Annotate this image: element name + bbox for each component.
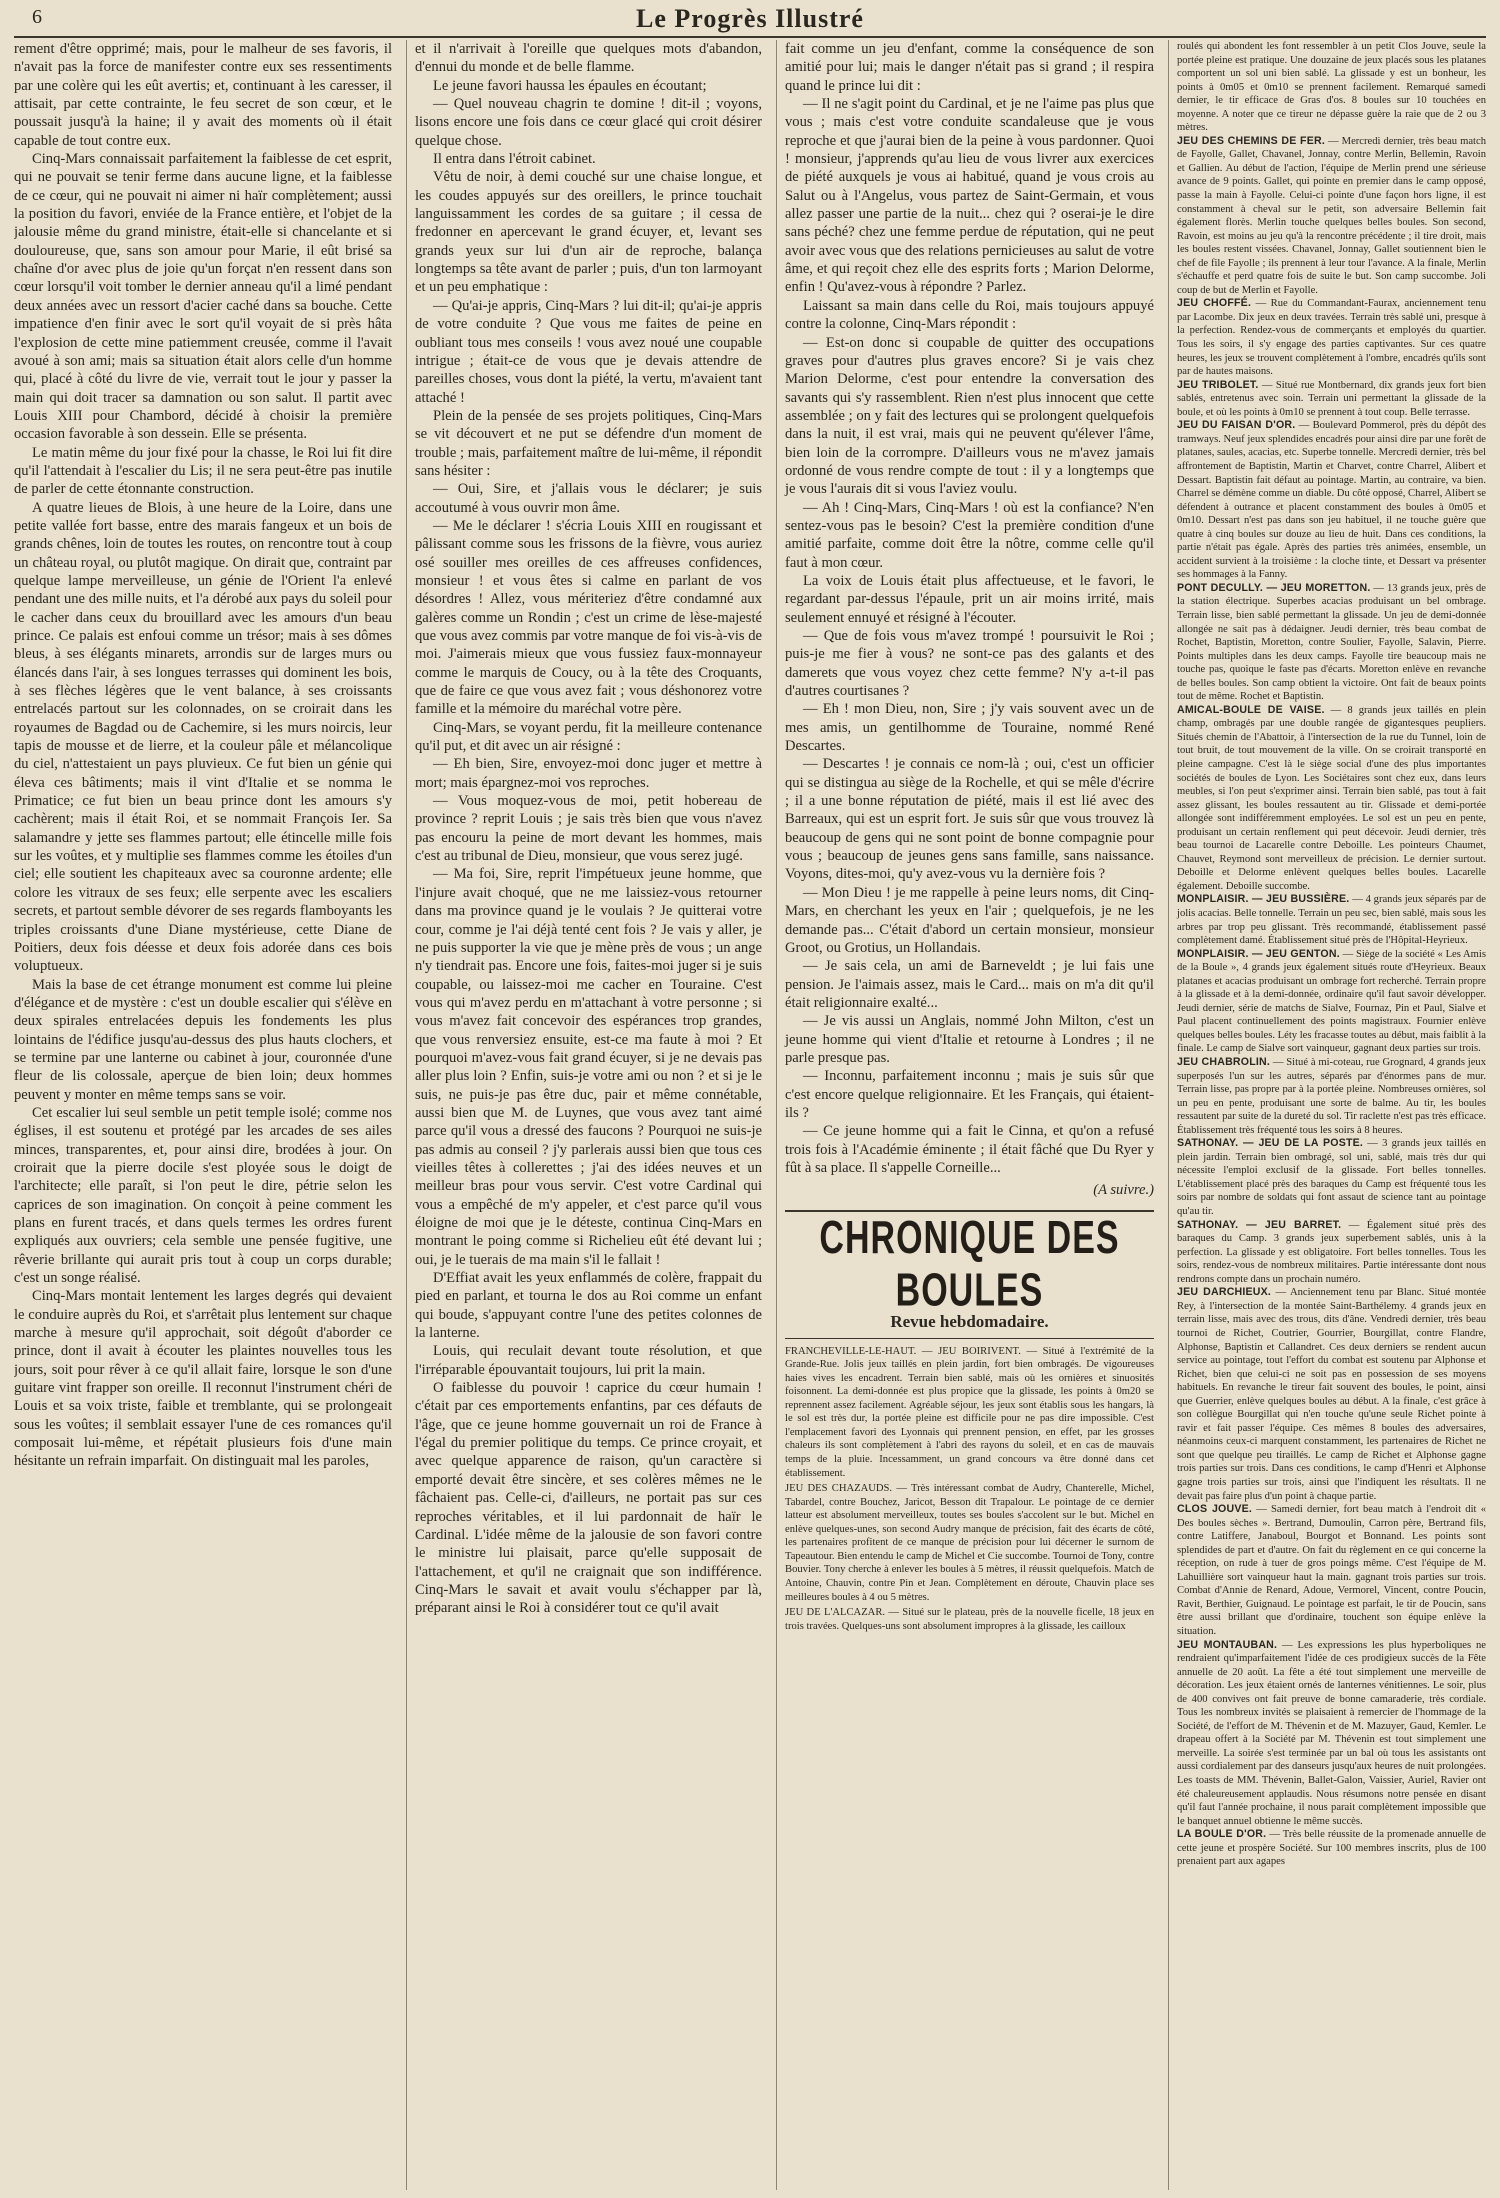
entry-text: — Situé à l'extrémité de la Grande-Rue. Jolis jeux taillés en plein jardin, fort bien ombragés. De vigoureuses haies vives les encadrent. Terrain bien sablé, mais où les ornières et sinuosités foisonnent. La demi-donnée est plus propice que la glissade, les points à 0m20 se reprennent assez facilement. Agréable séjour, les jeux sont établis sous les hangars, là le sol est très dur, la portée pleine est difficile pour ne pas dire impossible. C'est l'emplacement favori des Lyonnais qui prennent pension, en effet, par les grosses chaleurs ils sont complètement à l'abri des rayons du soleil, et en cas de mauvais temps de la pluie. Incessamment, un grand concours va être donné dans cet établissement. xyxy=(785,1345,1154,1479)
entry-text: — Siège de la société « Les Amis de la Boule », 4 grands jeux également situés route d'Heyrieux. Beaux platanes et acacias produisant un ombrage fort recherché. Terrain propre à la glissade et à la demi-donnée, ordinaire qu'il faut savoir développer. Jeudi dernier, série de matchs de Sialve, Fournaz, Pin et Paul, Sialve et Paul placent continuellement des points magistraux. Fournier enlève quelques belles boules. Léty les fracasse toutes au début, mais faiblit à la finale. Le camp de Sialve sort vainqueur, gagnant deux parties sur trois. xyxy=(1177,948,1486,1055)
paragraph: A quatre lieues de Blois, à une heure de la Loire, dans une petite vallée fort basse, entre des marais fangeux et un bois de grands chênes, loin de toutes les routes, on rencontre tout à coup un château royal, ou plutôt magique. On dirait que, contraint par quelque lampe merveilleuse, un génie de l'Orient l'a enlevé pendant une des mille nuits, et l'a dérobé aux pays du soleil pour le cacher dans ceux du brouillard avec les amours d'un beau prince. Ce palais est enfoui comme un trésor; mais à ses dômes bleus, à ses élégants minarets, arrondis sur de larges murs ou élancés dans l'air, à ses longues terrasses qui dominent les bois, à ses flèches légères que le vent balance, à ses croissants entrelacés partout sur les colonnades, on se croirait dans les royaumes de Bagdad ou de Cachemire, si les murs noircis, leur tapis de mousse et de lierre, et la couleur pâle et mélancolique du ciel, n'attestaient un pays pluvieux. Ce fut bien un génie qui éleva ces bâtiments; mais il vint d'Italie et se nomma le Primatice; ce fut bien un beau prince dont les amours s'y cachèrent; mais il était Roi, et se nommait François Ier. Sa salamandre y jette ses flammes partout; elle étincelle mille fois sur les voûtes, et y multiplie ses flammes comme les étoiles d'un ciel; elle soutient les chapiteaux avec sa couronne ardente; elle colore les vitraux de ses feux; elle serpente avec les escaliers secrets, et partout semble dévorer de ses regards flamboyants les triples croissants d'une Diane mystérieuse, cette Diane de Poitiers, deux fois déesse et deux fois adorée dans ces bois voluptueux. xyxy=(14,499,392,975)
entry-heading: CLOS JOUVE. xyxy=(1177,1503,1252,1516)
paragraph: — Je sais cela, un ami de Barneveldt ; je lui fais une pension. Je l'aimais assez, mais le Card... mais on m'a dit qu'il était religionnaire exalté... xyxy=(785,958,1154,1011)
column-3 xyxy=(776,40,1160,2190)
paragraph: Vêtu de noir, à demi couché sur une chaise longue, et les coudes appuyés sur des oreillers, le prince touchait languissamment les cordes de sa guitare ; il cessa de fredonner en apercevant le grand écuyer, et, levant ses grands yeux sur lui d'un air de reproche, balança longtemps sa tête avant de parler ; puis, d'un ton larmoyant et un peu emphatique : xyxy=(415,169,762,296)
chronicle-entry xyxy=(785,1345,1154,1480)
entry-heading: JEU DU FAISAN D'OR. xyxy=(1177,419,1296,432)
entry-heading: JEU DE L'ALCAZAR. xyxy=(785,1607,886,1619)
entry-text: — Très belle réussite de la promenade annuelle de cette jeune et prospère Société. Sur 100 membres inscrits, plus de 100 prenaient part aux agapes xyxy=(1177,1829,1486,1868)
paragraph: — Descartes ! je connais ce nom-là ; oui, c'est un officier qui se distingua au siège de la Rochelle, et qui se mêle d'écrire ; il a une bonne réputation de piété, mais il est lié avec des Barreaux, qui est un esprit fort. Je suis sûr que vous trouvez là beaucoup de gens qui ne sont point de bonne compagnie pour vous ; beaucoup de jeunes gens sans famille, sans naissance. Voyons, dites-moi, qu'y avez-vous vu la dernière fois ? xyxy=(785,756,1154,883)
chronicle-entry xyxy=(1177,1639,1486,1829)
masthead xyxy=(14,0,1486,38)
entry-text: — 4 grands jeux séparés par de jolis acacias. Belle tonnelle. Terrain un peu sec, bien sablé, mais sous les arbres par trop peu glissant. Très recommandé, établissement passé complètement damé. Établissement situé près de l'Hôpital-Heyrieux. xyxy=(1177,894,1486,947)
divider xyxy=(785,1338,1154,1339)
paragraph: Cet escalier lui seul semble un petit temple isolé; comme nos églises, il est soutenu et protégé par les arcades de ses ailes minces, transparentes, et, pour ainsi dire, brodées à jour. On croirait que la pierre docile s'est ployée sous le doigt de l'architecte; elle paraît, si l'on peut le dire, pétrie selon les caprices de son imagination. On conçoit à peine comment les plans en furent tracés, et dans quels termes les ordres furent expliqués aux ouvriers; cela semble une pensée fugitive, une rêverie brillante qui aurait pris tout à coup un corps durable; c'est un songe réalisé. xyxy=(14,1104,392,1287)
paragraph: Cinq-Mars, se voyant perdu, fit la meilleure contenance qu'il put, et dit avec un air résigné : xyxy=(415,719,762,755)
entry-text: — Également situé près des baraques du Camp. 3 grands jeux superbement sablés, unis à la perfection. La glissade y est obligatoire. Fort belles tonnelles. Tous les soirs, rendez-vous de nombreux militaires. Partie intéressante dont nous rendrons compte dans un prochain numéro. xyxy=(1177,1219,1486,1285)
paragraph: Le matin même du jour fixé pour la chasse, le Roi lui fit dire qu'il l'attendait à l'escalier du Lis; il ne sera peut-être pas inutile de parler de cette étonnante construction. xyxy=(14,444,392,498)
entry-text: — Samedi dernier, fort beau match à l'endroit dit « Des boules sèches ». Bertrand, Dumoulin, Carron père, Bertrand fils, contre Latiffere, Janaboul, Bourgot et Bonnand. Les points sont splendides de part et d'autre. On fait du règlement en ce qui concerne la réception, on rude à tuer de gros poings même. C'est l'équipe de M. Lahuillière sort vainqueur haut la main. gagnant trois parties sur trois. Combat d'Annie de Renard, Adoue, Vermorel, Vincent, contre Poucin, Ravit, Berthier, Guignaud. Le pointage est parfait, le tir de Poucin, sans être aussi brillant que d'ordinaire, touchent son équipe enlève la situation. xyxy=(1177,1504,1486,1637)
paragraph: D'Effiat avait les yeux enflammés de colère, frappait du pied en parlant, et tourna le dos au Roi comme un enfant qui boude, s'appuyant contre l'une des petites colonnes de la lanterne. xyxy=(415,1270,762,1342)
entry-text: — Situé à mi-coteau, rue Grognard, 4 grands jeux superposés l'un sur les autres, séparés par d'énormes pans de mur. Terrain lisse, pas propre par à la portée pleine. Nombreuses ornières, sol un peu en pente, produisant une sorte de balme. Au tir, les boules ressautent par suite de la dureté du sol. Tir raclette n'est pas très efficace. Établissement très fréquenté tous les soirs à 8 heures. xyxy=(1177,1057,1486,1136)
entry-heading: JEU DARCHIEUX. xyxy=(1177,1286,1272,1299)
entry-heading: LA BOULE D'OR. xyxy=(1177,1828,1267,1841)
chronicle-entry xyxy=(1177,419,1486,582)
paragraph: — Eh bien, Sire, envoyez-moi donc juger et mettre à mort; mais épargnez-moi vos reproches. xyxy=(415,756,762,791)
chronicle-entry xyxy=(1177,1219,1486,1287)
chronicle-entry xyxy=(1177,379,1486,420)
page-number: 6 xyxy=(32,6,42,28)
chronicle-entry xyxy=(1177,948,1486,1056)
entry-heading: JEU MONTAUBAN. xyxy=(1177,1638,1278,1651)
paragraph: Louis, qui reculait devant toute résolution, et que l'irréparable épouvantait toujours, lui prit la main. xyxy=(415,1343,762,1378)
chronicle-entry xyxy=(1177,135,1486,298)
entry-heading: JEU TRIBOLET. xyxy=(1177,378,1259,391)
paragraph: — Je vis aussi un Anglais, nommé John Milton, c'est un jeune homme qui vient d'Italie et retourne à Londres ; il ne parle presque pas. xyxy=(785,1013,1154,1066)
entry-text: — Mercredi dernier, très beau match de Fayolle, Gallet, Chavanel, Jonnay, contre Merlin, Bellemin, Ravoin et Gallien. Au début de l'action, l'équipe de Merlin prend une sérieuse avance de 9 points. Gallet, qui pointe en premier dans le camp opposé, passe la main à Fayolle. Celui-ci pointe d'une façon hors ligne, il est constamment à cheval sur le petit, son adversaire Bellemin fait également florès. Merlin touche quelques belles boules. Son second, Ravoin, est moins au jeu qu'à la rencontre précédente ; il tire droit, mais les boules restent vissées. Chavanel, Jonnay, Gallet soutiennent bien le chef de file Fayolle ; ils prennent à leur tour l'avance. A la finale, Merlin s'échauffe et perd quatre fois de suite le but. Son camp succombe. Joli coup de but de Merlin et Fayolle. xyxy=(1177,135,1486,296)
entry-text: — 13 grands jeux, près de la station électrique. Superbes acacias produisant un bel ombrage. Terrain lisse, bien sablé permettant la glissade. Un jeu de demi-donnée allongée ne sait pas à dédaigner. Jeudi dernier, très beau combat de Rochet, Baptistin, Moretton, contre Soulier, Fayolle, Salavin, Pierre. Points multiples dans les deux camps. Fayolle tire beaucoup mais ne touche pas, quoique le faste pas d'écarts. Moretton enlève en revanche de belles boules. Son camp obtient la victoire. Ont fait de beaux points tout de même. Rochet et Baptistin. xyxy=(1177,582,1486,703)
paragraph: — Vous moquez-vous de moi, petit hobereau de province ? reprit Louis ; je sais très bien que vous n'avez pas encouru la peine de mort devant les hommes, mais c'est au tribunal de Dieu, monsieur, que vous serez jugé. xyxy=(415,793,762,865)
paragraph: — Qu'ai-je appris, Cinq-Mars ? lui dit-il; qu'ai-je appris de votre conduite ? Que vous me faites de peine en oubliant tous mes conseils ! vous avez noué une coupable intrigue ; était-ce de vous que je devais attendre de pareilles choses, vous dont la piété, la vertu, m'avaient tant attaché ! xyxy=(415,297,762,406)
chronicle-entries-col3 xyxy=(785,1345,1154,1633)
chronicle-entry xyxy=(1177,1137,1486,1218)
entry-text: roulés qui abondent les font ressembler à un petit Clos Jouve, seule la portée pleine est pratique. Une douzaine de jeux placés sous les platanes comportent un sol uni bien sablé. La glissade y est un bonheur, les points à 0m05 et 0m10 se prennent facilement. Remarqué samedi dernier, le tir efficace de Gras d'os. 8 boules sur 10 touchées en moyenne. A noter que ce tireur ne dépasse guère la raie que de 2 ou 3 mètres. xyxy=(1177,41,1486,134)
entry-text: — Très intéressant combat de Audry, Chanterelle, Michel, Tabardel, contre Bouchez, Jaricot, Besson dit Trapalour. Le pointage de ce dernier latteur est absolument merveilleux, toutes ses boules s'accolent sur le but. Michel en enlève quelques-unes, son second Audry manque de précision, fait des écarts de côté, les partenaires profitent de ce manque de précision pour lui décerner le surnom de Tapeautour. Bien entendu le camp de Michel et Cie succombe. Tournoi de Tony, contre Bouvier. Tony cherche à enlever les boules à 5 mètres, il réussit quelquefois. Match de Antoine, Chauvin, contre Pin et Jean. Complètement en déroute, Chauvin place ses meilleures boules à 4 ou 5 mètres. xyxy=(785,1483,1154,1603)
paragraph: et il n'arrivait à l'oreille que quelques mots d'abandon, d'ennui du monde et de belle flamme. xyxy=(415,41,762,76)
paragraph: — Quel nouveau chagrin te domine ! dit-il ; voyons, lisons encore une fois dans ce cœur glacé qui croit désirer quelque chose. xyxy=(415,96,762,149)
newspaper-title: Le Progrès Illustré xyxy=(636,4,864,33)
entry-heading: AMICAL-BOULE DE VAISE. xyxy=(1177,703,1325,716)
entry-text: — Situé sur le plateau, près de la nouvelle ficelle, 18 jeux en trois travées. Quelques-uns sont absolument impropres à la glissade, les cailloux xyxy=(785,1607,1155,1632)
paragraph: O faiblesse du pouvoir ! caprice du cœur humain ! c'était par ces emportements enfantins, par ces défauts de l'âge, que ce jeune homme gouvernait un roi de France à l'égal du premier politique du temps. Ce prince croyait, et avec quelque apparence de raison, qu'un caractère si emporté devait être sincère, et ses colères mêmes ne le fâchaient pas. Celle-ci, d'ailleurs, ne portait pas sur ces reproches véritables, et il lui pardonnait de haïr le Cardinal. L'idée même de la jalousie de son favori contre le ministre lui plaisait, parce qu'elle supposait de l'attachement, et qu'il ne craignait que son indifférence. Cinq-Mars le savait et avait voulu s'échapper par là, préparant ainsi le Roi à considérer tout ce qu'il avait xyxy=(415,1380,762,1617)
chronicle-entry xyxy=(1177,1286,1486,1503)
paragraph: rement d'être opprimé; mais, pour le malheur de ses favoris, il n'avait pas la force de manifester contre eux ses ressentiments par une colère qui les eût avertis; et, continuant à les caresser, il attisait, par cette contrainte, le feu secret de son cœur, et le poussait jusqu'à la haine; il y avait des moments où il était capable de tout contre eux. xyxy=(14,41,392,149)
article-columns xyxy=(14,40,1486,2190)
chronicle-entry xyxy=(1177,1503,1486,1638)
chronicle-entry xyxy=(1177,40,1486,135)
chronicle-title: CHRONIQUE DES BOULES xyxy=(819,1212,1120,1316)
entry-heading: MONPLAISIR. — JEU GENTON. xyxy=(1177,947,1340,960)
paragraph: — Ce jeune homme qui a fait le Cinna, et qu'on a refusé trois fois à l'Académie éminente ; il était fâché que Du Ryer y fût à sa place. Il s'appelle Corneille... xyxy=(785,1123,1154,1176)
chronicle-entry xyxy=(1177,297,1486,378)
paragraph: — Mon Dieu ! je me rappelle à peine leurs noms, dit Cinq-Mars, en cherchant les yeux en l'air ; quelquefois, je ne les demande pas... C'était d'abord un certain monsieur, monsieur Groot, ou Grotius, un Hollandais. xyxy=(785,884,1154,956)
column-2 xyxy=(406,40,768,2190)
paragraph: Il entra dans l'étroit cabinet. xyxy=(433,151,596,168)
entry-text: — Anciennement tenu par Blanc. Situé montée Rey, à l'intersection de la montée Saint-Barthélemy. 4 grands jeux en terrain lisse, mais avec des trous, dits d'âne. Vendredi dernier, très beau tournoi de Richet, Coutrier, Gourrier, Bourgillat, contre Flandre, Alphonse, Baptistin et Callandret. Ces deux derniers se rendent aucun service au pointage, tout l'effort du combat est soutenu par Alphonse et Richet, bien que celui-ci ne soit pas en possession de ses moyens habituels. En revanche le tireur fait souvent des boules, le point, ainsi que Guerrier, enlève quelques boules au début. A la finale, c'est grâce à son collègue Bourgillat qui n'en touche qu'une seule Richet pointe à ravir et fait passer l'équipe. Ces mêmes 8 boules des adversaires, néanmoins ceux-ci marquent constamment, les partenaires de Richet ne sont que quelque peu tiraillés. Le camp de Richet et Alphonse gagne trois parties sur trois. Dans ces conditions, le camp d'Henri et Alphonse gagne trois parties sur trois, ainsi que l'indiquent les résultats. Il ne devait pas faire plus d'un point à chaque partie. xyxy=(1177,1287,1486,1502)
paragraph: — Eh ! mon Dieu, non, Sire ; j'y vais souvent avec un de mes amis, un gentilhomme de Touraine, nommé René Descartes. xyxy=(785,701,1154,755)
chronicle-entry xyxy=(785,1482,1154,1604)
paragraph: fait comme un jeu d'enfant, comme la conséquence de son amitié pour lui; mais le danger n'était pas si grand ; il respira quand le prince lui dit : xyxy=(785,41,1154,94)
paragraph: — Oui, Sire, et j'allais vous le déclarer; je suis accoutumé à vous ouvrir mon âme. xyxy=(415,481,762,516)
entry-heading: FRANCHEVILLE-LE-HAUT. — JEU BOIRIVENT. xyxy=(785,1345,1021,1357)
chronicle-subtitle: Revue hebdomadaire. xyxy=(890,1311,1049,1331)
entry-heading: JEU CHOFFÉ. xyxy=(1177,297,1252,310)
entry-heading: JEU DES CHEMINS DE FER. xyxy=(1177,134,1325,147)
column-1 xyxy=(14,40,398,2190)
paragraph: Laissant sa main dans celle du Roi, mais toujours appuyé contre la colonne, Cinq-Mars répondit : xyxy=(785,297,1154,333)
paragraph: — Il ne s'agit point du Cardinal, et je ne l'aime pas plus que vous ; mais c'est votre conduite scandaleuse que je vous reproche et que j'aurai bien de la peine à vous pardonner. Quoi ! monsieur, j'apprends qu'au lieu de vous livrer aux exercices de piété auxquels je vous ai habitué, quand je vous crois au Salut ou à l'Angelus, vous partez de Saint-Germain, et vous allez passer une partie de la nuit... chez qui ? oserai-je le dire sans péché? chez une femme perdue de réputation, qui ne peut avoir avec vous que des relations pernicieuses au salut de votre âme, et qui reçoit chez elle des esprits forts ; Marion Delorme, enfin ! Qu'avez-vous à répondre ? Parlez. xyxy=(785,96,1154,296)
entry-heading: SATHONAY. — JEU DE LA POSTE. xyxy=(1177,1137,1364,1150)
paragraph: Cinq-Mars montait lentement les larges degrés qui devaient le conduire auprès du Roi, et s'arrêtait plus lentement sur chaque marche à mesure qu'il approchait, soit dégoût d'aborder ce prince, dont il avait à écouter les plaintes nouvelles tous les jours, soit pour rêver à ce qu'il allait faire, lorsque le son d'une guitare vint frapper son oreille. Il reconnut l'instrument chéri de Louis et sa voix triste, faible et tremblante, qui se prolongeait sous les voûtes; il semblait essayer l'une de ces romances qu'il composait lui-même, et répétait plusieurs fois d'une main hésitante un refrain imparfait. On distinguait mal les paroles, xyxy=(14,1288,392,1470)
entry-text: — Situé rue Montbernard, dix grands jeux fort bien sablés, entretenus avec soin. Terrain uni permettant la glissade de la boule, et où les points à 0m10 se prennent à tout coup. Belle terrasse. xyxy=(1177,379,1486,418)
paragraph: Cinq-Mars connaissait parfaitement la faiblesse de cet esprit, qui ne pouvait se tenir ferme dans aucune ligne, et la faiblesse de ce cœur, qui ne pouvait ni aimer ni haïr complètement; aussi la position du favori, enviée de la France entière, et l'objet de la jalousie même du grand ministre, était-elle si chancelante et si douloureuse, que, sans son amour pour Marie, il eût brisé sa chaîne d'or avec plus de joie qu'un forçat n'en ressent dans son cœur lorsqu'il voit tomber le dernier anneau qu'il a limé pendant deux années avec un ressort d'acier caché dans sa bouche. Cette impatience d'en finir avec le sort qu'il voyait de si près hâta l'explosion de cette mine patiemment creusée, comme il l'avait avoué à son ami; mais sa situation était alors celle d'un homme qui, placé à côté du livre de vie, verrait tout le jour y passer la main qui doit tracer sa damnation ou son salut. Il partit avec Louis XIII pour Chambord, décidé à choisir la première occasion favorable à son dessein. Elle se présenta. xyxy=(14,151,392,443)
novel-text-end xyxy=(785,40,1154,1177)
paragraph: — Ma foi, Sire, reprit l'impétueux jeune homme, que l'injure avait choqué, que ne me laissiez-vous retourner dans ma province quand je le voulais ? Je quitterai votre cour, comme je l'ai déjà tenté cent fois ? Je vais y aller, je ne puis supporter la vie que je mène près de vous ; un ange n'y tiendrait pas. Encore une fois, faites-moi juger si je suis coupable, ou laissez-moi me cacher en Touraine. C'est vous qui m'avez perdu en m'attachant à votre personne ; si vous m'avez fait concevoir des espérances trop grandes, que vous renversiez ensuite, est-ce ma faute à moi ? Et pourquoi m'avez-vous fait grand écuyer, si je ne devais pas aller plus loin ? Enfin, suis-je votre ami ou non ? et si je le suis, ne puis-je pas être duc, pair et même connétable, aussi bien que M. de Luynes, que vous avez tant aimé parce qu'il vous a dressé des faucons ? Pourquoi ne suis-je pas admis au conseil ? j'y parlerais aussi bien que tous ces vieilles têtes à collerettes ; j'ai des idées neuves et un meilleur bras pour vous servir. C'est votre Cardinal qui vous a empêché de m'y appeler, et c'est parce qu'il vous éloigne de moi que je le déteste, continua Cinq-Mars en montrant le poing comme si Richelieu eût été devant lui ; oui, je le tuerais de ma main s'il le fallait ! xyxy=(415,866,762,1268)
paragraph: Mais la base de cet étrange monument est comme lui pleine d'élégance et de mystère : c'est un double escalier qui s'élève en deux spirales entrelacées depuis les fondements les plus lointains de l'édifice jusqu'au-dessus des plus hauts clochers, et se termine par une lanterne ou cabinet à jour, couronnée d'une fleur de lis colossale, aperçue de bien loin; deux hommes peuvent y monter en même temps sans se voir. xyxy=(14,976,392,1103)
chronicle-entry xyxy=(1177,1056,1486,1137)
entry-heading: JEU DES CHAZAUDS. xyxy=(785,1483,893,1495)
paragraph: Le jeune favori haussa les épaules en écoutant; xyxy=(433,77,707,94)
entry-heading: SATHONAY. — JEU BARRET. xyxy=(1177,1218,1342,1231)
column-4 xyxy=(1168,40,1486,2190)
to-be-continued: (A suivre.) xyxy=(1093,1182,1154,1199)
chronicle-entry xyxy=(1177,893,1486,947)
entry-text: — 8 grands jeux taillés en plein champ, ombragés par une double rangée de gigantesques peupliers. Situés chemin de l'Abattoir, à l'intersection de la rue du Tunnel, loin de tout bruit, de tout mouvement de la ville. On se croirait transporté en pleine campagne. C'est là le siège social d'une des plus importantes sociétés de boules de Lyon. Les Sociétaires sont chez eux, dans leurs meubles, si l'on peut s'exprimer ainsi. Terrain bien sablé, pas tout à fait assez glissant, les boules ressautent au tir. Glissade et demi-portée allongée sont indifféremment employées. Le sol est un peu en pente, produisant un certain renflement qui peut décevoir. Jeudi dernier, très beau tournoi de Lacarelle contre Deboille. Les pointeurs Chaumet, Chauvet, Reymond sont merveilleux de précision. Le dernier surtout. Deboille et Delorme enlèvent quelques belles boules. Lacarelle également. Deboille succombe. xyxy=(1177,704,1486,892)
entry-text: — 3 grands jeux taillés en plein jardin. Terrain bien ombragé, sol uni, sablé, mais très dur qui nécessite l'emploi exclusif de la glissade. Fort belles tonnelles. L'établissement placé près des baraques du Camp est fréquenté tous les soirs par nombre de soldats qui font assaut de science tant au pointage qu'au tir. xyxy=(1177,1138,1486,1218)
chronicle-entry xyxy=(1177,1828,1486,1869)
entry-heading: JEU CHABROLIN. xyxy=(1177,1056,1271,1069)
paragraph: — Est-on donc si coupable de quitter des occupations graves pour d'autres plus graves encore? Si je vais chez Marion Delorme, c'est pour entendre la conversation des savants qui s'y rassemblent. Rien n'est plus innocent que cette assemblée ; on y fait des lectures qui se prolongent quelquefois dans la nuit, il est vrai, mais qui ne peuvent qu'élever l'âme, bien loin de la corrompre. D'ailleurs vous ne m'avez jamais ordonné de vous rendre compte de tout : il y a longtemps que je vous l'aurais dit si vous l'aviez voulu. xyxy=(785,334,1154,498)
paragraph: — Que de fois vous m'avez trompé ! poursuivit le Roi ; puis-je me fier à vous? ne sont-ce pas des galants et des damerets que vous voyez chez cette femme? N'y a-t-il pas d'autres courtisanes ? xyxy=(785,628,1154,700)
paragraph: — Ah ! Cinq-Mars, Cinq-Mars ! où est la confiance? N'en sentez-vous pas le besoin? C'est la première condition d'une amitié parfaite, comme doit être la nôtre, comme celle qu'il faut à mon cœur. xyxy=(785,499,1154,571)
chronicle-entry xyxy=(785,1606,1154,1633)
chronicle-entry xyxy=(1177,582,1486,704)
entry-heading: MONPLAISIR. — JEU BUSSIÈRE. xyxy=(1177,893,1350,906)
entry-heading: PONT DECULLY. — JEU MORETTON. xyxy=(1177,581,1371,594)
entry-text: — Les expressions les plus hyperboliques ne rendraient qu'imparfaitement l'idée de ces prodigieux succès de la Fête annuelle de 20 août. La fête a été tout simplement une merveille de décoration. Les jeux étaient ornés de lanternes vénitiennes. Le soir, plus de 400 convives ont fait preuve de bonne camaraderie, très cordiale. Tous les nombreux invités se plaisaient à remercier de l'hommage de la Société, de l'effort de M. Thévenin et de M. Mazuyer, Gaud, Kemler. Le drapeau offert à la Société par M. Thévenin est tout simplement une merveille. La soirée s'est terminée par un bal où tous les assistants ont aussi cordialement par des danseurs jusqu'aux heures de nuit prolongées. Les toasts de MM. Thévenin, Ballet-Galon, Vaissier, Auriel, Ravier ont été chaleureusement applaudis. Nous résumons notre pensée en disant qu'il faut l'année prochaine, il nous parait complètement impossible que le banquet annuel obtienne le même succès. xyxy=(1177,1639,1486,1827)
paragraph: La voix de Louis était plus affectueuse, et le favori, le regardant par-dessus l'épaule, prit un air moins irrité, mais seulement ennuyé et résigné à l'écouter. xyxy=(785,572,1154,626)
chronicle-header xyxy=(785,1210,1154,1339)
chronicle-entry xyxy=(1177,704,1486,894)
entry-text: — Boulevard Pommerol, près du dépôt des tramways. Neuf jeux splendides encadrés pour ainsi dire par une forêt de platanes, saules, acacias, etc. Superbe tonnelle. Mercredi dernier, très bel affrontement de Baptistin, Martin et Charvet, contre Charrel, Alibert et Dessart. Baptistin fait défaut au pointage. Martin, au contraire, va bien. Charrel se démène comme un diable. Du côté opposé, Charrel, Alibert se défendent à outrance et placent constamment des boules à 0m05 et 0m10. Dessart n'est pas dans son jeu habituel, il ne touche guère que quatre à cinq boules sur douze au lieu de huit. Dans ces conditions, la partie n'était pas égale. Après des parties très animées, ensemble, un accident survient à la troisième : la cloche tinte, et Dessart va présenter ses hommages à la Fanny. xyxy=(1177,420,1486,581)
paragraph: — Me le déclarer ! s'écria Louis XIII en rougissant et pâlissant comme sous les frissons de la fièvre, vous auriez osé souiller mes oreilles de ces affreuses confidences, monsieur ! et vous êtes si calme en parlant de vos désordres ! Allez, vous mériteriez d'être condamné aux galères comme un Rondin ; c'est un crime de lèse-majesté que vous avez commis par votre manque de foi vis-à-vis de moi. J'aimerais mieux que vous fussiez faux-monnayeur comme le marquis de Coucy, ou à la tête des Croquants, que de faire ce que vous avez fait ; vous déshonorez votre famille et la mémoire du maréchal votre père. xyxy=(415,517,762,718)
entry-text: — Rue du Commandant-Faurax, anciennement tenu par Lacombe. Dix jeux en deux travées. Terrain très sablé uni, presque à la perfection. Rendez-vous de commerçants et employés du quartier. Tous les soirs, il s'y engage des parties captivantes. Sur ces quatre heures, les jeux se trouvent complètement à l'ombre, encadrés qu'ils sont par de hautes maisons. xyxy=(1177,298,1486,378)
paragraph: Plein de la pensée de ses projets politiques, Cinq-Mars se vit découvert et ne put se défendre d'un moment de trouble ; mais, parfaitement maître de lui-même, il répondit sans hésiter : xyxy=(415,407,762,479)
paragraph: — Inconnu, parfaitement inconnu ; mais je suis sûr que c'est encore quelque religionnaire. Et les Français, qui étaient-ils ? xyxy=(785,1068,1154,1121)
